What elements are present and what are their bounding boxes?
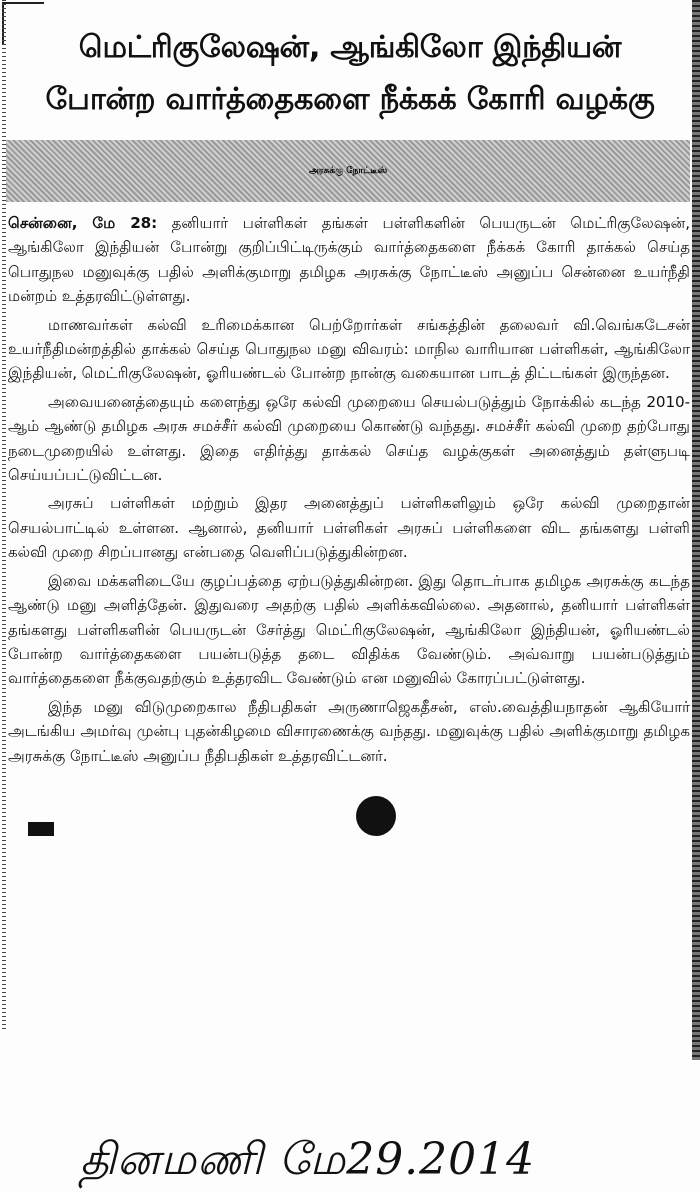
end-of-article-mark: [28, 822, 54, 836]
headline-line-1: மெட்ரிகுலேஷன், ஆங்கிலோ இந்தியன்: [78, 30, 622, 65]
headline-line-2: போன்ற வார்த்தைகளை நீக்கக் கோரி வழக்கு: [45, 82, 655, 117]
article-body: [8, 211, 690, 772]
article-subheadline: அரசுக்கு நோட்டீஸ்: [308, 166, 388, 176]
subheadline-band: [6, 140, 690, 202]
ink-blot: [356, 796, 396, 836]
article-paragraph: [8, 211, 690, 309]
article-headline: [10, 22, 690, 126]
scan-right-edge: [692, 0, 700, 1060]
article-paragraph: இவை மக்களிடையே குழப்பத்தை ஏற்படுத்துகின்றன. இது தொடர்பாக தமிழக அரசுக்கு கடந்த ஆண்டு மனு அளித்தேன். இதுவரை அதற்கு பதில் அளிக்கவில்லை. அதனால், தனியார் பள்ளிகள் தங்களது பள்ளிகளின் பெயருடன் சேர்த்து மெட்ரிகுலேஷன், ஆங்கிலோ இந்தியன், ஓரியண்டல் போன்ற வார்த்தைகளை பயன்படுத்த தடை விதிக்க வேண்டும். அவ்வாறு பயன்படுத்தும் வார்த்தைகளை நீக்குவதற்கும் உத்தரவிட வேண்டும் என மனுவில் கோரப்பட்டுள்ளது.: [8, 571, 690, 688]
article-paragraph: அவையனைத்தையும் களைந்து ஒரே கல்வி முறையை செயல்படுத்தும் நோக்கில் கடந்த 2010-ஆம் ஆண்டு தமிழக அரசு சமச்சீர் கல்வி முறையை கொண்டு வந்தது. சமச்சீர் கல்வி முறை தற்போது நடைமுறையில் உள்ளது. இதை எதிர்த்து தாக்கல் செய்த வழக்குகள் அனைத்தும் தள்ளுபடி செய்யப்பட்டுவிட்டன.: [8, 392, 690, 485]
article-paragraph: மாணவர்கள் கல்வி உரிமைக்கான பெற்றோர்கள் சங்கத்தின் தலைவர் வி.வெங்கடேசன் உயர்நீதிமன்றத்தில் தாக்கல் செய்த பொதுநல மனு விவரம்: மாநில வாரியான பள்ளிகள், ஆங்கிலோ இந்தியன், மெட்ரிகுலேஷன், ஓரியண்டல் போன்ற நான்கு வகையான பாடத் திட்டங்கள் இருந்தன.: [8, 315, 690, 383]
dateline: சென்னை, மே 28:: [8, 214, 158, 232]
handwritten-source-note: தினமணி மே29.2014: [80, 1134, 536, 1185]
article-paragraph: அரசுப் பள்ளிகள் மற்றும் இதர அனைத்துப் பள்ளிகளிலும் ஒரே கல்வி முறைதான் செயல்பாட்டில் உள்ளன. ஆனால், தனியார் பள்ளிகள் அரசுப் பள்ளிகளை விட தங்களது பள்ளி கல்வி முறை சிறப்பானது என்பதை வெளிப்படுத்துகின்றன.: [8, 494, 690, 562]
paragraph-text: தனியார் பள்ளிகள் தங்கள் பள்ளிகளின் பெயருடன் மெட்ரிகுலேஷன், ஆங்கிலோ இந்தியன் போன்று குறிப்பிட்டிருக்கும் வார்த்தைகளை நீக்கக் கோரி தாக்கல் செய்த பொதுநல மனுவுக்கு பதில் அளிக்குமாறு தமிழக அரசுக்கு நோட்டீஸ் அனுப்ப சென்னை உயர்நீதி மன்றம் உத்தரவிட்டுள்ளது.: [8, 214, 690, 306]
article-paragraph: இந்த மனு விடுமுறைகால நீதிபதிகள் அருணாஜெகதீசன், எஸ்.வைத்தியநாதன் ஆகியோர் அடங்கிய அமர்வு முன்பு புதன்கிழமை விசாரணைக்கு வந்தது. மனுவுக்கு பதில் அளிக்குமாறு தமிழக அரசுக்கு நோட்டீஸ் அனுப்ப நீதிபதிகள் உத்தரவிட்டனர்.: [8, 697, 690, 765]
